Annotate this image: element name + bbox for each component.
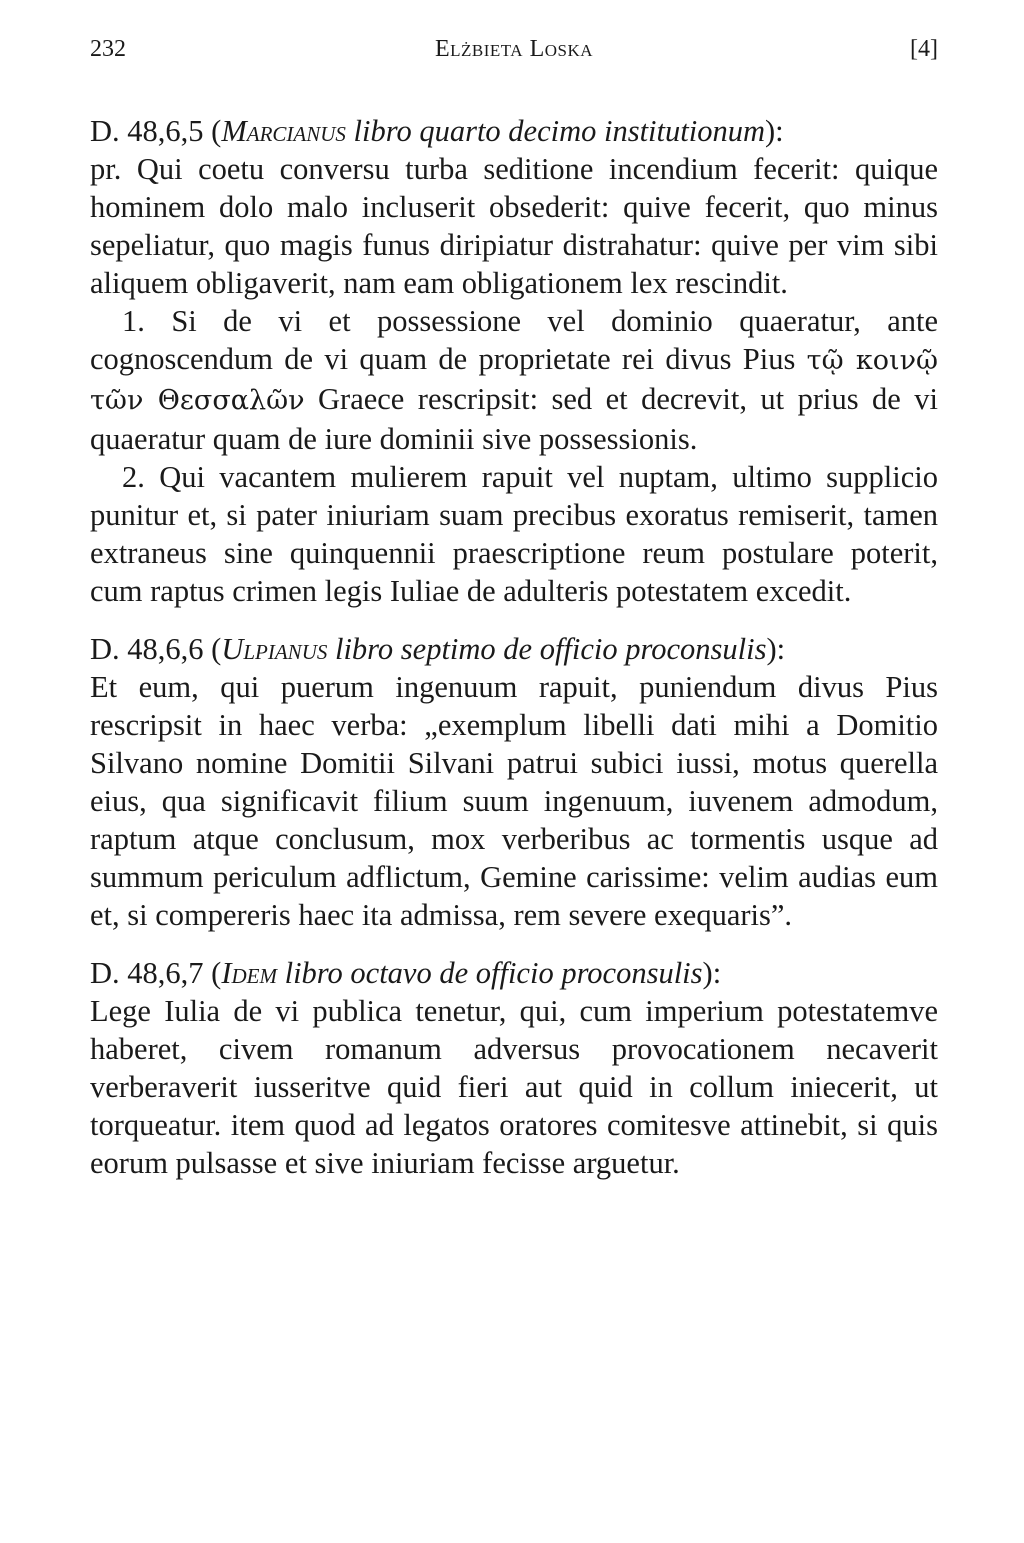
paragraph-text: Si de vi et possessione vel dominio quaeratur, ante cognoscendum de vi quam de proprietate rei divus Pius: [90, 304, 938, 376]
entry-reference: D. 48,6,7: [90, 956, 204, 990]
paragraph-text: Et eum, qui puerum ingenuum rapuit, puniendum divus Pius rescripsit in haec verba: „exemplum libelli dati mihi a Domitio Silvano nomine Domitii Silvani patrui subici iussi, motus querella eius, qua significavit filium suum ingenuum, iuvenem admodum, raptum atque conclusum, mox verberibus ac tormentis usque ad summum periculum adflictum, Gemine carissime: velim audias eum et, si compereris haec ita admissa, rem severe exequaris”.: [90, 670, 938, 932]
body-text: [90, 112, 938, 1202]
paragraph: [90, 668, 938, 934]
entry-heading: D. 48,6,5 (Marcianus libro quarto decimo institutionum):: [90, 114, 784, 148]
work-title: libro quarto decimo institutionum: [353, 114, 765, 148]
paragraph-text: Qui coetu conversu turba seditione incendium fecerit: quique hominem dolo malo incluserit obsederit: quive fecerit, quo minus sepeliatur, quo magis funus diripiatur distrahatur: quive per vim sibi aliquem obligaverit, nam eam obligationem lex rescindit.: [90, 152, 938, 300]
entry-heading: D. 48,6,7 (Idem libro octavo de officio proconsulis):: [90, 956, 722, 990]
running-head-author: Elżbieta Loska: [434, 36, 594, 62]
paragraph-marker: 1.: [122, 304, 145, 338]
paragraph-text: Lege Iulia de vi publica tenetur, qui, cum imperium potestatemve haberet, civem romanum adversus provocationem necaverit verberaverit iusseritve quid fieri aut quid in collum iniecerit, ut torqueatur. item quod ad legatos oratores comitesve attinebit, si quis eorum pulsasse et sive iniuriam fecisse arguetur.: [90, 994, 938, 1180]
paragraph-text: Qui vacantem mulierem rapuit vel nuptam, ultimo supplicio punitur et, si pater iniuriam suam precibus exoratus remiserit, tamen extraneus sine quinquennii praescriptione reum postulare poterit, cum raptus crimen legis Iuliae de adulteris potestatem excedit.: [90, 460, 939, 608]
entry-reference: D. 48,6,6: [90, 632, 204, 666]
digest-entry: [90, 112, 938, 610]
page-number: 232: [90, 36, 126, 62]
paragraph-marker: 2.: [122, 460, 145, 494]
paragraph: [90, 302, 938, 458]
paragraph: [90, 458, 938, 610]
paragraph-marker: pr.: [90, 152, 122, 186]
work-title: libro octavo de officio proconsulis: [284, 956, 703, 990]
paragraph: [90, 150, 938, 302]
running-head-section: [4]: [910, 36, 938, 62]
jurist-name: Ulpianus: [221, 632, 328, 666]
jurist-name: Idem: [221, 956, 277, 990]
running-head: [90, 32, 938, 66]
paragraph-text: Graece rescripsit: sed et decrevit, ut prius de vi quaeratur quam de iure dominii sive possessionis.: [90, 382, 939, 456]
digest-entry: [90, 954, 938, 1182]
jurist-name: Marcianus: [221, 114, 346, 148]
paragraph: [90, 992, 938, 1182]
work-title: libro septimo de officio proconsulis: [334, 632, 767, 666]
entry-heading: D. 48,6,6 (Ulpianus libro septimo de officio proconsulis):: [90, 632, 786, 666]
greek-phrase: τῷ κοινῷ τῶν Θεσσαλῶν: [90, 345, 939, 416]
digest-entry: [90, 630, 938, 934]
entry-reference: D. 48,6,5: [90, 114, 204, 148]
